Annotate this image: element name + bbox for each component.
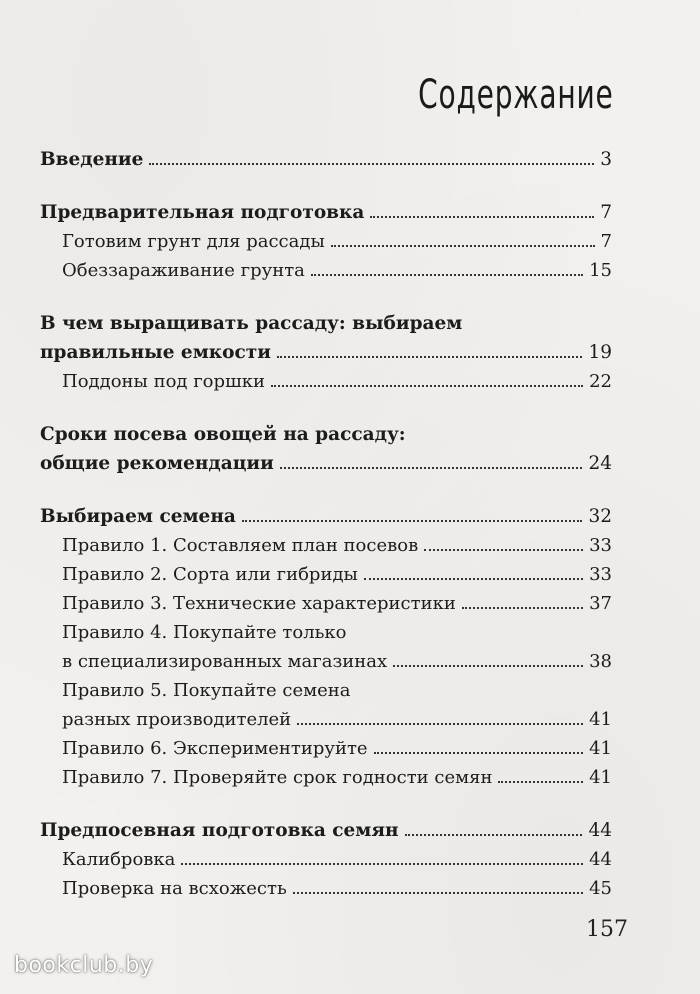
toc-entry-title: Правило 1. Составляем план посевов — [62, 535, 419, 556]
toc-subentry-line: Правило 4. Покупайте только — [62, 622, 347, 643]
dot-leader — [374, 752, 584, 754]
toc-entry-title: Обеззараживание грунта — [62, 260, 305, 281]
dot-leader — [293, 892, 583, 894]
toc-entry-title: в специализированных магазинах — [62, 651, 388, 672]
toc-entry — [40, 198, 612, 227]
toc-section — [40, 145, 612, 174]
toc-entry — [40, 816, 612, 845]
toc-page-number: 44 — [589, 849, 612, 870]
toc-subentry — [40, 531, 612, 560]
toc-subentry — [40, 367, 612, 396]
toc-page-number: 41 — [589, 738, 612, 759]
toc-page-number: 24 — [588, 453, 612, 474]
toc-subentry — [40, 763, 612, 792]
toc-section — [40, 816, 612, 903]
toc-page-number: 7 — [600, 202, 612, 223]
dot-leader — [311, 274, 583, 276]
dot-leader — [271, 385, 583, 387]
toc-entry-title: Предварительная подготовка — [40, 202, 365, 223]
toc-entry-title: Правило 2. Сорта или гибриды — [62, 564, 358, 585]
toc-entry-line: В чем выращивать рассаду: выбираем — [40, 313, 463, 334]
toc-subentry — [40, 874, 612, 903]
toc-entry-title: Правило 7. Проверяйте срок годности семян — [62, 767, 493, 788]
toc-entry-title: Проверка на всхожесть — [62, 878, 287, 899]
toc-entry — [40, 145, 612, 174]
watermark: bookclub.by — [14, 953, 154, 978]
toc-page-number: 45 — [589, 878, 612, 899]
toc-subentry — [40, 647, 612, 676]
dot-leader — [242, 520, 583, 522]
dot-leader — [370, 216, 594, 218]
toc-entry-title: Предпосевная подготовка семян — [40, 820, 399, 841]
dot-leader — [393, 665, 583, 667]
toc-entry-title: общие рекомендации — [40, 453, 274, 474]
toc-subentry — [40, 589, 612, 618]
toc-entry-title: Поддоны под горшки — [62, 371, 265, 392]
toc-entry — [40, 449, 612, 478]
toc-entry-title: Введение — [40, 149, 144, 170]
toc-section — [40, 309, 612, 396]
toc-entry-line: Сроки посева овощей на рассаду: — [40, 424, 406, 445]
toc-entry — [40, 502, 612, 531]
toc-subentry — [40, 734, 612, 763]
toc-entry-title: Выбираем семена — [40, 506, 236, 527]
toc-entry-title: правильные емкости — [40, 342, 271, 363]
toc-entry-title: Правило 3. Технические характеристики — [62, 593, 456, 614]
toc-page-number: 19 — [588, 342, 612, 363]
toc-entry-title: Калибровка — [62, 849, 176, 870]
toc-page-number: 15 — [589, 260, 612, 281]
toc-subentry — [40, 256, 612, 285]
dot-leader — [498, 781, 583, 783]
dot-leader — [424, 549, 583, 551]
toc-page-number: 44 — [588, 820, 612, 841]
toc-page-number: 3 — [600, 149, 612, 170]
dot-leader — [364, 578, 583, 580]
toc-page-number: 38 — [589, 651, 612, 672]
toc-entry-title: Готовим грунт для рассады — [62, 231, 325, 252]
toc-page-number: 22 — [589, 371, 612, 392]
toc-page-number: 37 — [589, 593, 612, 614]
toc-subentry — [40, 845, 612, 874]
toc-entry-title: Правило 6. Экспериментируйте — [62, 738, 368, 759]
dot-leader — [277, 356, 583, 358]
toc-subentry — [40, 227, 612, 256]
toc-section — [40, 198, 612, 285]
toc-page-number: 33 — [589, 535, 612, 556]
toc-section — [40, 502, 612, 792]
toc-page-number: 7 — [600, 231, 612, 252]
page-title: Содержание — [418, 72, 614, 118]
toc-section — [40, 420, 612, 478]
page-number: 157 — [586, 917, 628, 942]
dot-leader — [331, 245, 595, 247]
toc-page-number: 32 — [588, 506, 612, 527]
toc-entry — [40, 338, 612, 367]
toc-subentry — [40, 705, 612, 734]
dot-leader — [280, 467, 583, 469]
toc-subentry-line: Правило 5. Покупайте семена — [62, 680, 351, 701]
table-of-contents — [40, 145, 612, 927]
toc-subentry — [40, 560, 612, 589]
toc-page-number: 41 — [589, 709, 612, 730]
toc-entry-title: разных производителей — [62, 709, 292, 730]
dot-leader — [181, 863, 583, 865]
toc-page-number: 33 — [589, 564, 612, 585]
dot-leader — [149, 163, 594, 165]
dot-leader — [405, 834, 583, 836]
dot-leader — [462, 607, 583, 609]
dot-leader — [297, 723, 583, 725]
toc-page-number: 41 — [589, 767, 612, 788]
